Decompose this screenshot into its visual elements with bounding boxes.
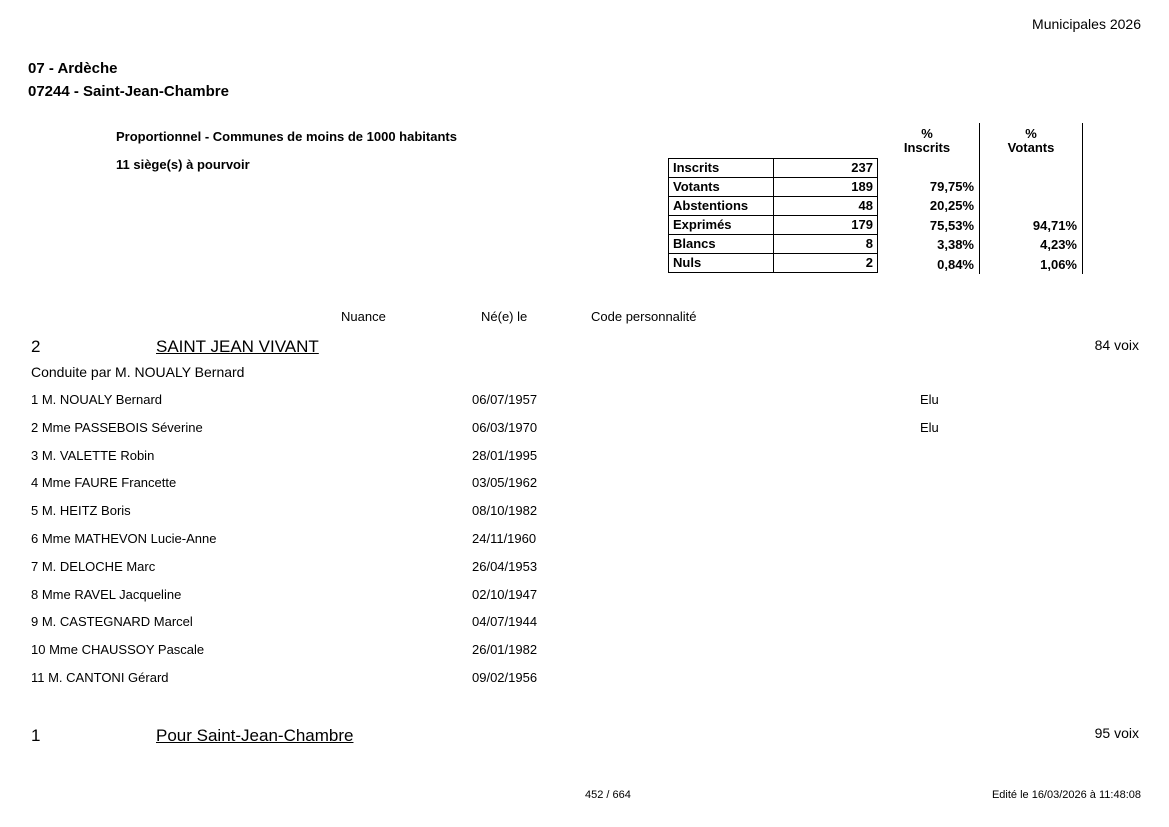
pct-inscrits: 3,38%: [937, 237, 974, 252]
election-title: Municipales 2026: [1032, 16, 1141, 32]
candidate-name: 4 Mme FAURE Francette: [31, 475, 177, 491]
list-leader: Conduite par M. NOUALY Bernard: [31, 364, 245, 380]
candidate-name: 8 Mme RAVEL Jacqueline: [31, 586, 182, 602]
candidate-born: 06/03/1970: [472, 419, 538, 435]
pct-inscrits: 75,53%: [929, 217, 974, 233]
col-born: Né(e) le: [481, 309, 528, 324]
stats-row: [669, 235, 878, 254]
candidate-born: 26/04/1953: [472, 558, 538, 574]
candidate-status: Elu: [920, 392, 939, 407]
list-votes: 95 voix: [1094, 725, 1139, 741]
department: 07 - Ardèche: [28, 60, 118, 77]
candidate-born: 08/10/1982: [472, 503, 538, 519]
scrutin-mode: Proportionnel - Communes de moins de 1000 habitants: [116, 129, 457, 144]
candidate-name: 1 M. NOUALY Bernard: [31, 392, 163, 407]
candidate-born: 28/01/1995: [472, 447, 538, 463]
candidate-born: 26/01/1982: [472, 642, 538, 658]
candidate-name: 10 Mme CHAUSSOY Pascale: [31, 642, 205, 658]
divider: [979, 123, 980, 274]
stats-row: [669, 216, 878, 235]
pct-inscrits: 0,84%: [937, 256, 974, 272]
header-pct-inscrits: % Inscrits: [903, 126, 951, 155]
list-name: Pour Saint-Jean-Chambre: [156, 726, 354, 745]
edit-date: Edité le 16/03/2026 à 11:48:08: [991, 789, 1141, 801]
list-number: 1: [31, 726, 41, 745]
candidate-name: 7 M. DELOCHE Marc: [31, 558, 156, 574]
candidate-name: 2 Mme PASSEBOIS Séverine: [31, 419, 203, 435]
candidate-name: 5 M. HEITZ Boris: [31, 503, 131, 519]
stat-label: Blancs: [669, 235, 774, 254]
candidate-status: Elu: [920, 419, 939, 435]
col-code: Code personnalité: [591, 309, 697, 324]
candidate-name: 9 M. CASTEGNARD Marcel: [31, 614, 193, 630]
stat-value: 179: [774, 216, 878, 235]
header-pct-votants: % Votants: [1007, 126, 1055, 155]
stat-label: Inscrits: [669, 159, 774, 178]
col-nuance: Nuance: [341, 309, 386, 324]
pct-votants: 1,06%: [1040, 256, 1077, 272]
list-votes: 84 voix: [1094, 337, 1139, 353]
candidate-name: 11 M. CANTONI Gérard: [31, 670, 169, 685]
stat-label: Votants: [669, 178, 774, 197]
page-number: 452 / 664: [585, 789, 631, 801]
stat-value: 8: [774, 235, 878, 254]
stat-value: 189: [774, 178, 878, 197]
candidate-name: 3 M. VALETTE Robin: [31, 447, 155, 463]
pct-votants: 94,71%: [1032, 217, 1077, 233]
stats-row: [669, 197, 878, 216]
stat-label: Abstentions: [669, 197, 774, 216]
candidate-born: 09/02/1956: [472, 670, 538, 685]
candidate-born: 24/11/1960: [472, 531, 537, 546]
stats-row: [669, 159, 878, 178]
list-name: SAINT JEAN VIVANT: [156, 337, 319, 356]
divider: [1082, 123, 1083, 274]
candidate-name: 6 Mme MATHEVON Lucie-Anne: [31, 531, 217, 546]
stats-row: [669, 254, 878, 273]
candidate-born: 04/07/1944: [472, 614, 538, 630]
candidate-born: 06/07/1957: [472, 392, 538, 407]
pct-votants: 4,23%: [1040, 237, 1077, 252]
stat-value: 2: [774, 254, 878, 273]
pct-inscrits: 20,25%: [929, 198, 974, 213]
commune: 07244 - Saint-Jean-Chambre: [28, 83, 229, 100]
stats-row: [669, 178, 878, 197]
candidate-born: 02/10/1947: [472, 586, 538, 602]
stat-label: Exprimés: [669, 216, 774, 235]
seats: 11 siège(s) à pourvoir: [116, 157, 250, 172]
stat-value: 237: [774, 159, 878, 178]
stat-label: Nuls: [669, 254, 774, 273]
pct-inscrits: 79,75%: [929, 178, 974, 194]
stats-table: [668, 158, 878, 273]
candidate-born: 03/05/1962: [472, 475, 538, 491]
stat-value: 48: [774, 197, 878, 216]
list-number: 2: [31, 337, 41, 356]
